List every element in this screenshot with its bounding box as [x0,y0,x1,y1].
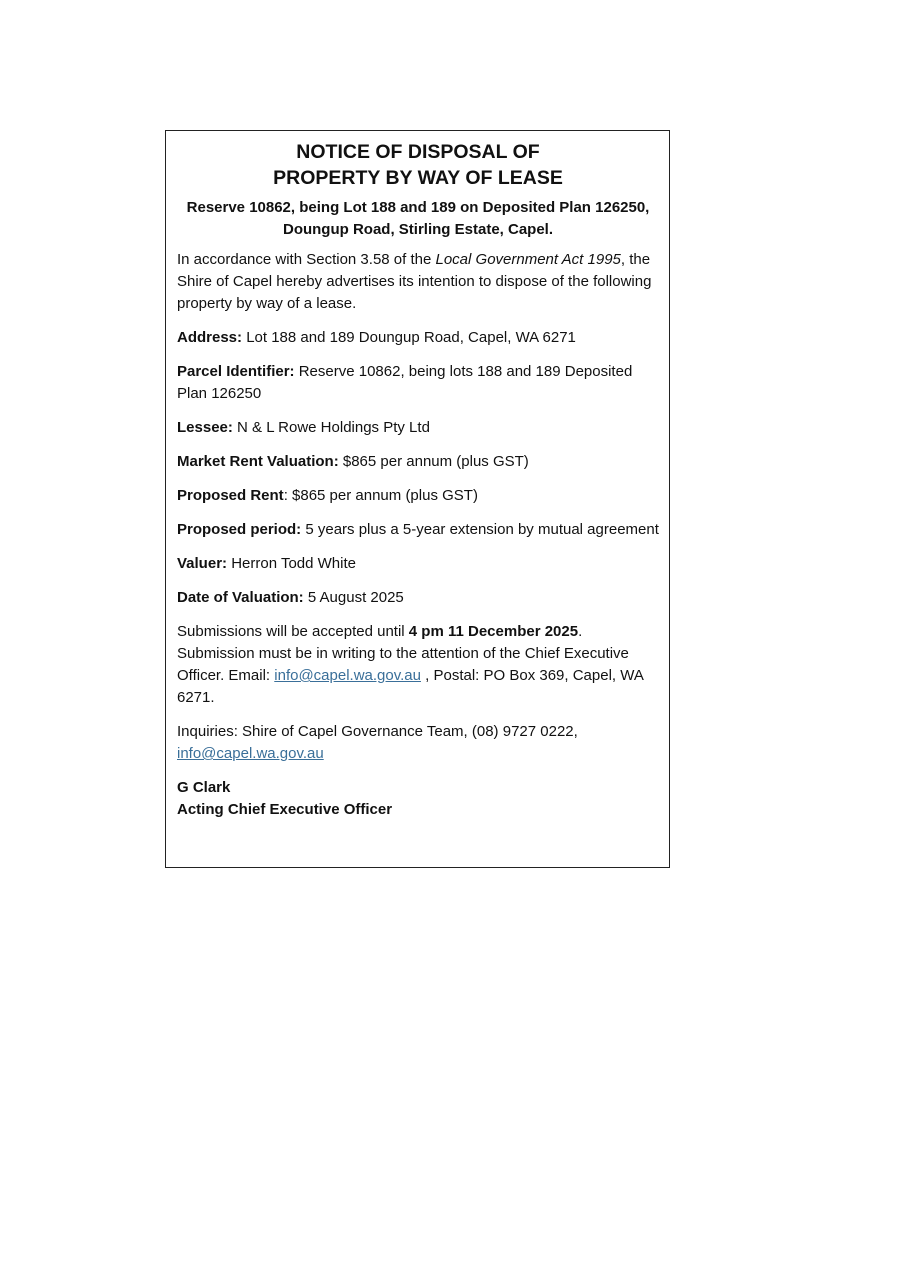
parcel-field [177,361,659,405]
inquiries-paragraph [177,721,659,765]
address-value: Lot 188 and 189 Doungup Road, Capel, WA 6271 [242,329,576,346]
notice-title [177,139,659,191]
valuation-date-field [177,587,659,609]
lessee-label: Lessee: [177,419,233,436]
proposed-period-field [177,519,659,541]
submissions-email-link[interactable]: info@capel.wa.gov.au [274,667,421,684]
valuer-label: Valuer: [177,555,228,572]
submission-deadline: 4 pm 11 December 2025 [408,623,579,640]
reserve-heading [177,197,659,241]
proposed-rent-field [177,485,659,507]
inquiries-text: Inquiries: Shire of Capel Governance Team, (08) 9727 0222, [177,723,578,740]
lessee-field [177,417,659,439]
address-field [177,327,659,349]
parcel-label: Parcel Identifier: [177,363,295,380]
valuation-date-label: Date of Valuation: [177,589,304,606]
intro-paragraph [177,249,659,315]
address-label: Address: [177,329,243,346]
valuer-value: Herron Todd White [227,555,356,572]
reserve-road: Doungup Road [282,221,391,238]
lessee-value: N & L Rowe Holdings Pty Ltd [232,419,430,436]
proposed-period-label: Proposed period: [177,521,302,538]
proposed-rent-value: : $865 per annum (plus GST) [283,487,478,504]
signature-block [177,777,659,821]
title-line-1: NOTICE OF DISPOSAL OF [296,141,540,163]
parcel-value: Reserve 10862, being lots 188 and 189 Deposited Plan 126250 [177,363,633,402]
reserve-lots: , being Lot 188 and 189 on Deposited Plan 126250, [290,199,650,216]
valuation-date-value: 5 August 2025 [303,589,404,606]
reserve-number: Reserve 10862 [186,199,291,216]
market-rent-value: $865 per annum (plus GST) [338,453,529,470]
market-rent-field [177,451,659,473]
proposed-rent-label: Proposed Rent [177,487,284,504]
proposed-period-value: 5 years plus a 5-year extension by mutual agreement [301,521,659,538]
submissions-text-1: Submissions will be accepted until [177,623,409,640]
valuer-field [177,553,659,575]
notice-box [165,130,670,868]
reserve-line-1 [177,197,659,219]
intro-text-2: , the Shire of Capel hereby advertises its intention to dispose of the following property by way of a lease. [177,251,652,312]
submissions-paragraph [177,621,659,709]
signatory-name: G Clark [177,779,231,796]
intro-text-1: In accordance with Section 3.58 of the [177,251,436,268]
submissions-text-3: , Postal: PO Box 369, Capel, WA 6271. [177,667,644,706]
signatory-role: Acting Chief Executive Officer [177,801,393,818]
market-rent-label: Market Rent Valuation: [177,453,339,470]
submissions-text-2: . Submission must be in writing to the attention of the Chief Executive Officer. Email: [177,623,629,684]
reserve-line-2 [177,219,659,241]
title-line-2: PROPERTY BY WAY OF LEASE [273,167,563,189]
reserve-locality: , Stirling Estate, Capel. [390,221,554,238]
act-name: Local Government Act 1995 [435,251,621,268]
inquiries-email-link[interactable]: info@capel.wa.gov.au [177,745,324,762]
